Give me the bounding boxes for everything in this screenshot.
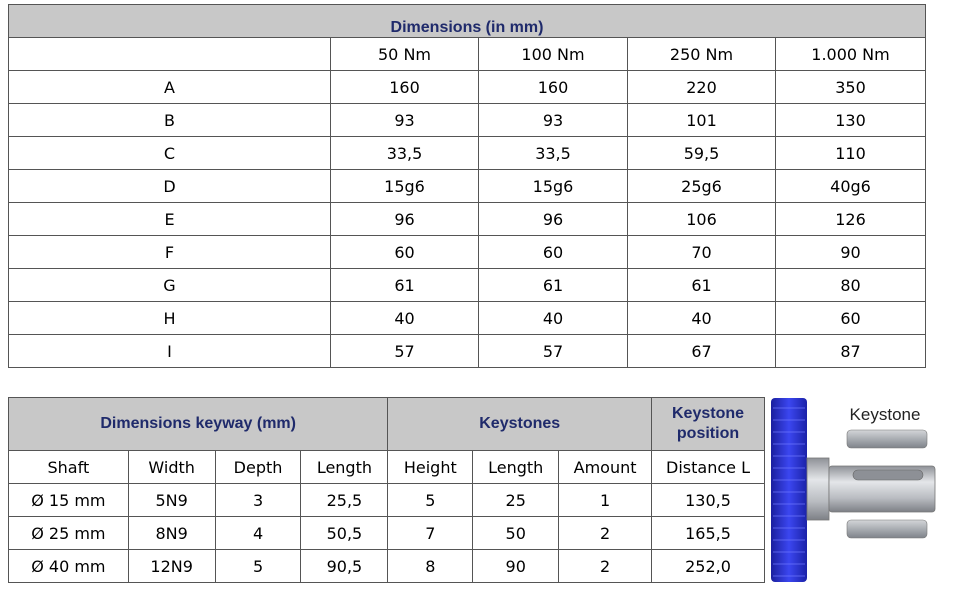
dimension-value: 15g6 — [331, 170, 479, 203]
hub — [807, 458, 829, 520]
dimension-label: H — [9, 302, 331, 335]
dimension-value: 60 — [331, 236, 479, 269]
dimension-label: C — [9, 137, 331, 170]
dimension-value: 126 — [776, 203, 926, 236]
keyway-column-header: Length — [301, 451, 388, 484]
keyway-cell: 4 — [215, 517, 301, 550]
column-header: 100 Nm — [479, 38, 628, 71]
dimension-row — [9, 170, 926, 203]
keyway-cell: Ø 25 mm — [9, 517, 129, 550]
dimension-value: 40 — [628, 302, 776, 335]
dimension-row — [9, 335, 926, 368]
dimension-row — [9, 236, 926, 269]
dimension-row — [9, 137, 926, 170]
shaft-illustration — [769, 396, 939, 584]
keyway-cell: Ø 40 mm — [9, 550, 129, 583]
dimension-value: 60 — [479, 236, 628, 269]
dimension-row — [9, 203, 926, 236]
keyway-row — [9, 517, 765, 550]
keyway-cell: 5 — [215, 550, 301, 583]
dimensions-table — [8, 4, 926, 368]
dimension-value: 80 — [776, 269, 926, 302]
dimension-label: D — [9, 170, 331, 203]
keyway-cell: 2 — [559, 550, 652, 583]
dimension-value: 25g6 — [628, 170, 776, 203]
keyway-cell: 12N9 — [128, 550, 215, 583]
dimension-value: 110 — [776, 137, 926, 170]
keyway-column-header: Amount — [559, 451, 652, 484]
keyway-cell: 5N9 — [128, 484, 215, 517]
keyway-cell: 7 — [388, 517, 473, 550]
dimension-value: 40g6 — [776, 170, 926, 203]
dimension-value: 106 — [628, 203, 776, 236]
dimensions-header-row — [9, 38, 926, 71]
keystone-position-text: Keystone position — [672, 405, 745, 442]
dimension-value: 90 — [776, 236, 926, 269]
keyway-cell: 90,5 — [301, 550, 388, 583]
keyway-cell: 5 — [388, 484, 473, 517]
dimension-value: 350 — [776, 71, 926, 104]
keystone-bottom — [847, 520, 927, 538]
dimension-label: G — [9, 269, 331, 302]
keyway-group-header-row — [9, 398, 765, 451]
keyway-cell: 25 — [473, 484, 559, 517]
keyway-dimensions-header: Dimensions keyway (mm) — [9, 398, 388, 451]
keystone-label: Keystone — [849, 405, 921, 424]
dimension-value: 33,5 — [479, 137, 628, 170]
keyway-table — [8, 397, 765, 583]
keyway-column-header-row — [9, 451, 765, 484]
keyway-column-header: Depth — [215, 451, 301, 484]
keyway-cell: 50,5 — [301, 517, 388, 550]
keyway-column-header: Shaft — [9, 451, 129, 484]
dimension-value: 60 — [776, 302, 926, 335]
dimension-value: 57 — [479, 335, 628, 368]
keyway-cell: 8 — [388, 550, 473, 583]
keyway-cell: 2 — [559, 517, 652, 550]
dimension-value: 61 — [331, 269, 479, 302]
keystone-position-header — [652, 398, 765, 451]
keyway-row — [9, 550, 765, 583]
keyway-cell: 25,5 — [301, 484, 388, 517]
dimension-value: 59,5 — [628, 137, 776, 170]
keystones-header: Keystones — [388, 398, 652, 451]
keyway-cell: 8N9 — [128, 517, 215, 550]
dimension-value: 61 — [628, 269, 776, 302]
dimension-value: 160 — [331, 71, 479, 104]
dimensions-title: Dimensions (in mm) — [9, 5, 926, 38]
dimension-value: 93 — [479, 104, 628, 137]
column-header: 50 Nm — [331, 38, 479, 71]
keyway-column-header: Length — [473, 451, 559, 484]
dimension-value: 33,5 — [331, 137, 479, 170]
keyway-column-header: Width — [128, 451, 215, 484]
keyway-cell: 165,5 — [652, 517, 765, 550]
dimension-row — [9, 104, 926, 137]
dimension-value: 61 — [479, 269, 628, 302]
keyway-cell: 130,5 — [652, 484, 765, 517]
dimension-label: F — [9, 236, 331, 269]
dimension-value: 130 — [776, 104, 926, 137]
dimension-value: 87 — [776, 335, 926, 368]
dimension-value: 160 — [479, 71, 628, 104]
keyway-cell: 50 — [473, 517, 559, 550]
dimension-value: 15g6 — [479, 170, 628, 203]
keyway-slot — [853, 470, 923, 480]
keyway-cell: 1 — [559, 484, 652, 517]
dimension-row — [9, 269, 926, 302]
dimension-label: E — [9, 203, 331, 236]
shaft-drawing — [769, 396, 939, 584]
column-header: 1.000 Nm — [776, 38, 926, 71]
keystone-top — [847, 430, 927, 448]
keyway-cell: Ø 15 mm — [9, 484, 129, 517]
dimension-label: I — [9, 335, 331, 368]
dimension-row — [9, 302, 926, 335]
dimension-label: B — [9, 104, 331, 137]
dimension-value: 96 — [331, 203, 479, 236]
keyway-row — [9, 484, 765, 517]
keyway-column-header: Height — [388, 451, 473, 484]
keyway-cell: 3 — [215, 484, 301, 517]
dimension-value: 40 — [331, 302, 479, 335]
dimension-value: 93 — [331, 104, 479, 137]
dimensions-header-empty — [9, 38, 331, 71]
dimension-value: 57 — [331, 335, 479, 368]
flange — [771, 398, 807, 582]
dimension-value: 67 — [628, 335, 776, 368]
keyway-cell: 252,0 — [652, 550, 765, 583]
dimensions-title-row — [9, 5, 926, 38]
column-header: 250 Nm — [628, 38, 776, 71]
dimension-value: 70 — [628, 236, 776, 269]
keyway-column-header: Distance L — [652, 451, 765, 484]
dimension-value: 96 — [479, 203, 628, 236]
keyway-cell: 90 — [473, 550, 559, 583]
dimension-value: 220 — [628, 71, 776, 104]
dimension-value: 40 — [479, 302, 628, 335]
dimension-label: A — [9, 71, 331, 104]
dimension-row — [9, 71, 926, 104]
dimension-value: 101 — [628, 104, 776, 137]
